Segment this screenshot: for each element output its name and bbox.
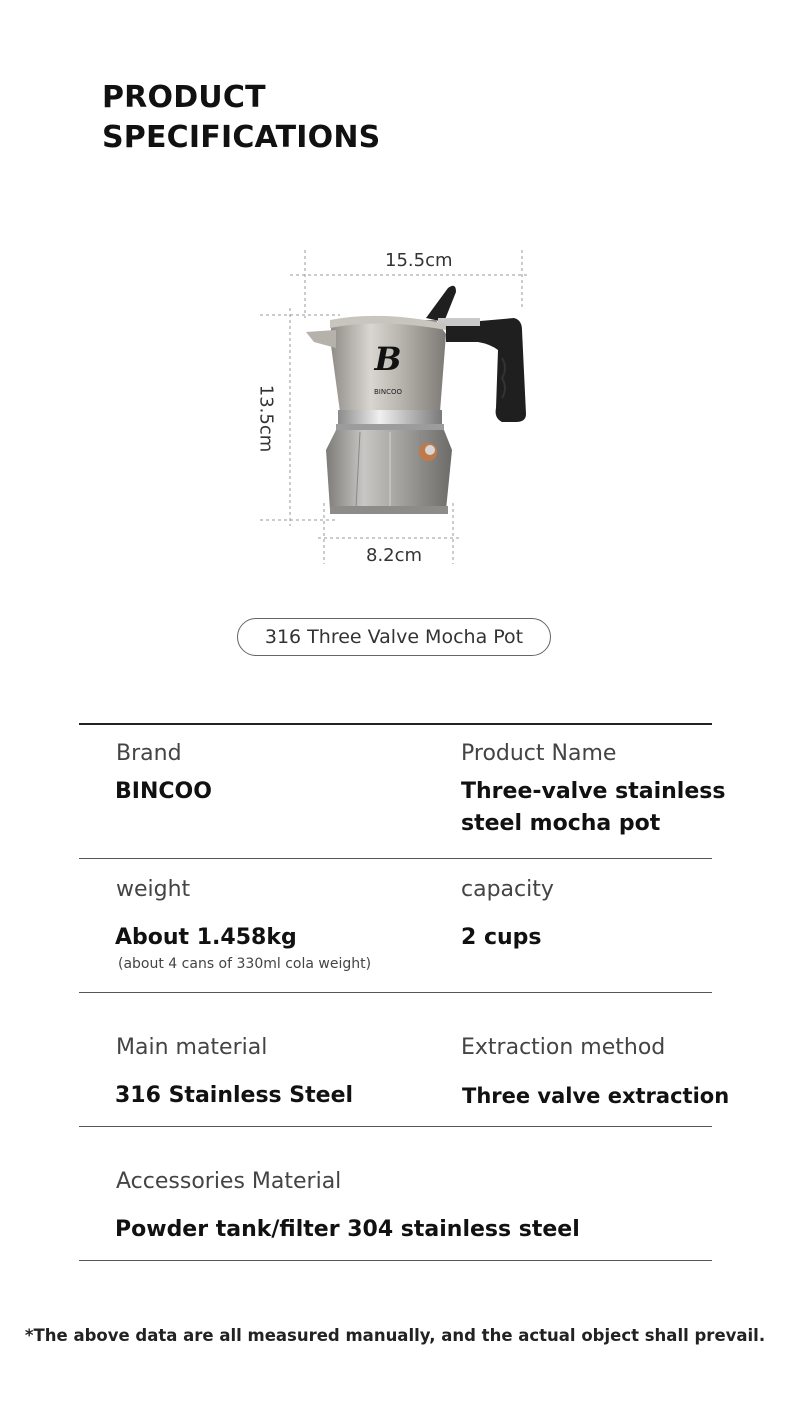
capacity-value: 2 cups [461, 925, 542, 950]
row-divider [79, 992, 712, 993]
brand-value: BINCOO [115, 779, 212, 804]
weight-note: (about 4 cans of 330ml cola weight) [118, 956, 372, 972]
table-top-rule [79, 723, 712, 725]
logo-letter: B [374, 340, 402, 378]
title-line-2: SPECIFICATIONS [102, 120, 381, 155]
mocha-pot-illustration [250, 238, 550, 578]
accessories-material-value: Powder tank/filter 304 stainless steel [115, 1217, 580, 1242]
table-bottom-rule [79, 1260, 712, 1261]
row-divider [79, 1126, 712, 1127]
width-dimension-label: 15.5cm [385, 250, 453, 271]
extraction-method-value: Three valve extraction [462, 1084, 730, 1108]
title-line-1: PRODUCT [102, 80, 266, 115]
main-material-label: Main material [116, 1035, 268, 1060]
accessories-material-label: Accessories Material [116, 1169, 342, 1194]
extraction-method-label: Extraction method [461, 1035, 666, 1060]
row-divider [79, 858, 712, 859]
product-name-value-line-2: steel mocha pot [461, 811, 661, 836]
weight-value: About 1.458kg [115, 925, 297, 950]
weight-label: weight [116, 877, 191, 902]
product-figure [250, 238, 550, 578]
page-title [102, 78, 380, 158]
product-name-label: Product Name [461, 741, 617, 766]
product-name-value-line-1: Three-valve stainless [461, 779, 726, 804]
brand-label: Brand [116, 741, 182, 766]
logo-text: BINCOO [373, 388, 403, 396]
capacity-label: capacity [461, 877, 554, 902]
height-dimension-label: 13.5cm [255, 384, 277, 453]
base-dimension-label: 8.2cm [366, 545, 423, 566]
footer-disclaimer: *The above data are all measured manually, and the actual object shall prevail. [24, 1326, 766, 1345]
product-name-pill: 316 Three Valve Mocha Pot [237, 618, 551, 656]
main-material-value: 316 Stainless Steel [115, 1083, 354, 1108]
